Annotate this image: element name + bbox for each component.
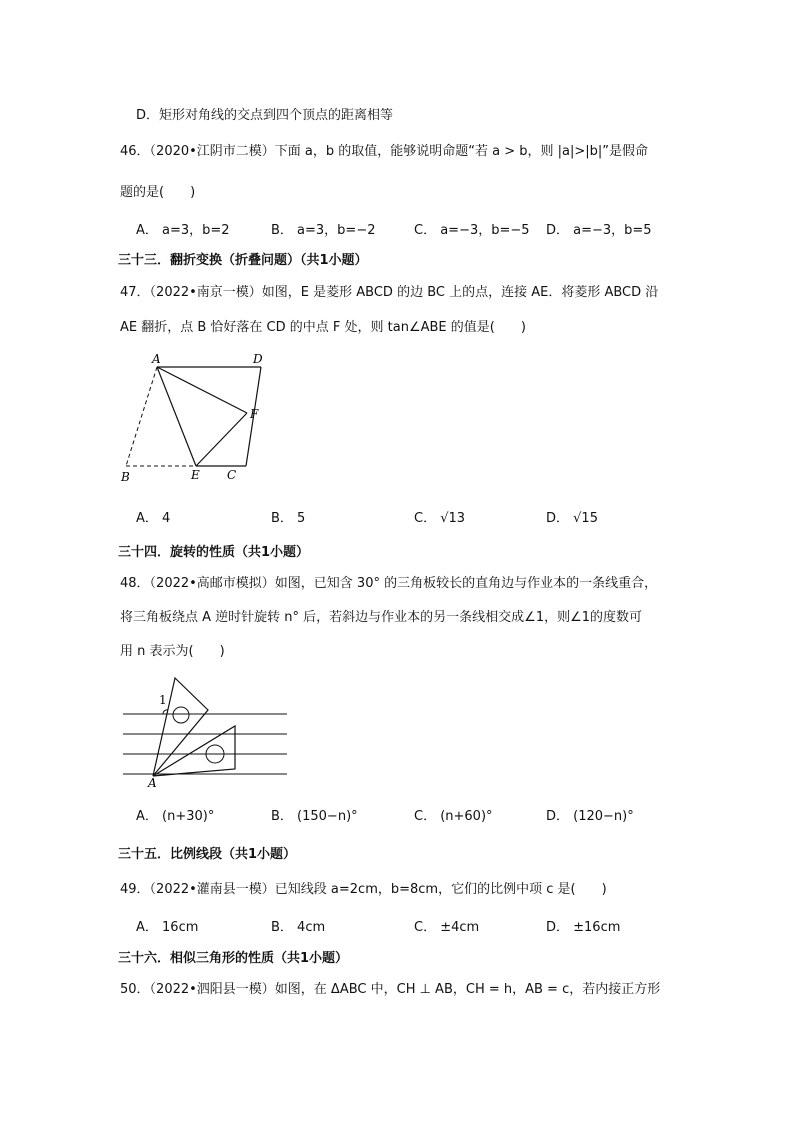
q45-option-d: D．矩形对角线的交点到四个顶点的距离相等 — [136, 108, 394, 123]
label-b: B — [121, 470, 130, 484]
q47-option-d: D． √15 — [546, 511, 598, 526]
q49-option-d: D． ±16cm — [546, 920, 621, 935]
q49-option-c: C． ±4cm — [414, 920, 480, 935]
q48-stem-line1: 48．（2022•高邮市模拟）如图，已知含 30° 的三角板较长的直角边与作业本的一条线重合， — [120, 576, 658, 591]
q47-stem-line2: AE 翻折，点 B 恰好落在 CD 的中点 F 处，则 tan∠ABE 的值是( ) — [120, 320, 526, 335]
q50-stem-line1: 50．（2022•泗阳县一模）如图，在 ΔABC 中，CH ⊥ AB，CH = h，AB = c，若内接正方形 — [120, 982, 661, 997]
q49-option-a: A． 16cm — [136, 920, 199, 935]
q48-option-a: A． (n+30)° — [136, 809, 215, 824]
q47-option-b: B． 5 — [271, 511, 306, 526]
q49-stem-line1: 49．（2022•灌南县一模）已知线段 a=2cm，b=8cm，它们的比例中项 c 是( ) — [120, 882, 607, 897]
q48-option-d: D． (120−n)° — [546, 809, 634, 824]
q47-option-c: C． √13 — [414, 511, 466, 526]
q47-rhombus-figure — [115, 350, 275, 485]
section-heading-35: 三十五．比例线段（共1小题） — [118, 847, 297, 862]
label-d: D — [253, 352, 263, 366]
section-heading-33: 三十三．翻折变换（折叠问题）（共1小题） — [118, 253, 368, 268]
q47-stem-line1: 47．（2022•南京一模）如图，E 是菱形 ABCD 的边 BC 上的点，连接 AE．将菱形 ABCD 沿 — [120, 285, 659, 300]
angle-1-label: 1 — [159, 693, 167, 707]
q48-option-b: B． (150−n)° — [271, 809, 358, 824]
q46-stem-line2: 题的是( ) — [120, 185, 196, 200]
q46-stem-line1: 46．（2020•江阴市二模）下面 a，b 的取值，能够说明命题“若 a > b，则 |a|>|b|”是假命 — [120, 144, 649, 159]
label-c: C — [227, 468, 237, 482]
q47-option-a: A． 4 — [136, 511, 171, 526]
q46-option-d: D． a=−3，b=5 — [546, 223, 652, 238]
q48-triangle-ruler-figure — [115, 668, 290, 790]
label-a: A — [152, 352, 161, 366]
label-e: E — [191, 468, 200, 482]
q48-option-c: C． (n+60)° — [414, 809, 493, 824]
label-f: F — [250, 407, 259, 421]
q49-option-b: B． 4cm — [271, 920, 326, 935]
q46-option-b: B． a=3，b=−2 — [271, 223, 376, 238]
q46-option-a: A． a=3，b=2 — [136, 223, 230, 238]
q48-stem-line2: 将三角板绕点 A 逆时针旋转 n° 后，若斜边与作业本的另一条线相交成∠1，则∠1的度数可 — [120, 610, 643, 625]
section-heading-34: 三十四．旋转的性质（共1小题） — [118, 545, 310, 560]
q48-stem-line3: 用 n 表示为( ) — [120, 644, 225, 659]
point-a-label: A — [148, 776, 157, 790]
q46-option-c: C． a=−3，b=−5 — [414, 223, 530, 238]
section-heading-36: 三十六．相似三角形的性质（共1小题） — [118, 951, 349, 966]
